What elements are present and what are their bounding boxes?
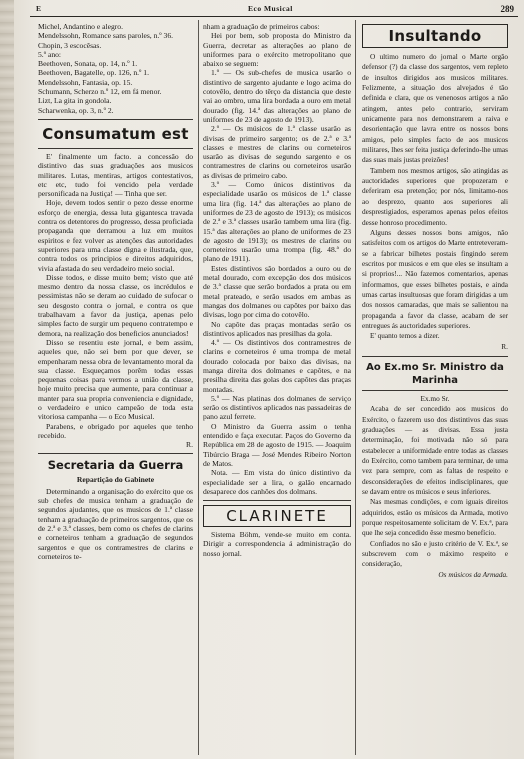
- article-paragraph: Disso se resentiu este jornal, e bem assim, aqueles que, não sei bem por que dever, se empenharam nessa obra de levantamento moral da sua classe. Esqueçamos porêm todas essas pequenas coisas para vermos a união da classe, hoje muito precisa que aumente, para continuar a manter para sua propria conveniencia e dignidade, o verdadeiro e unico campeão de toda esta vitoriosa campanha — o Eco Musical.: [38, 337, 193, 422]
- article-paragraph: Disse todos, e disse muito bem; visto que até mesmo dentro da nossa classe, os incrédulos e pessimistas não se deram ao cuidado de sufocar o seu desgosto contra o jornal, e contra os que trabalhavam a favor da justiça, apenas pelo simples facto de surgir um pequeno contratempo e demora, na realização dos beneficios anunciados!: [38, 272, 193, 338]
- article-paragraph: Hei por bem, sob proposta do Ministro da Guerra, decretar as alterações ao plano de uniformes para o exército metropolitano que abaixo se seguem:: [203, 31, 351, 69]
- divider: [38, 119, 193, 120]
- article-paragraph: Acaba de ser concedido aos musicos do Exército, o fazerem uso dos distintivos das suas graduações — as divisas. Essa justa determinação, foi motivada não só para estabelecer a uniformidade entre todas as classes do Exército, como tambem para terminar, de uma vez para sempre, com as faltas de respeito e desconsiderações de efeitos indisciplinares, que se davam entre os músicos e seus inferiores.: [362, 404, 508, 497]
- article-paragraph: 3.º — Como únicos distintivos da especialidade usarão os músicos de 1.ª classe uma lira (fig. 14.ª das alterações ao plano de uniformes de 23 de agosto de 1913); os músicos de 2.ª e 3.ª classes usarão tambem uma lira (fig. 15.ª das alterações ao plano de uniformes de 23 de agosto de 1913); os mestres de clarins ou corneteiros usarão uma trompa (fig. 48.ª do plano de 1911).: [203, 180, 351, 264]
- list-item: Beethoven, Sonata, op. 14, n.º 1.: [38, 59, 138, 69]
- list-item: Schumann, Scherzo n.º 12, em fá menor.: [38, 87, 162, 97]
- article-paragraph: 1.º — Os sub-chefes de musica usarão o distintivo de sargento ajudante e logo acima do cotovêlo, dentro do têrço da distancia que deste vai ao ombro, uma lira bordada a ouro em metal dourado (fig. 14.ª das alterações ao plano de uniformes de 23 de agosto de 1913).: [203, 68, 351, 124]
- advert-text: Sistema Böhm, vende-se muito em conta. Dirigir a correspondencia á administração do nosso jornal.: [203, 530, 351, 558]
- article-note: Nota. — Em vista do único distintivo da especialidade ser a lira, o galão encarnado desaparece dos canhões dos dolmans.: [203, 468, 351, 496]
- column-2: [203, 22, 351, 558]
- column-1: [38, 22, 193, 561]
- column-3: [362, 22, 508, 580]
- column-divider: [355, 20, 356, 755]
- list-item: 5.º ano:: [38, 49, 62, 59]
- divider: [38, 453, 193, 454]
- divider: [38, 148, 193, 149]
- article-paragraph: Confiados no são e justo critério de V. Ex.ª, se subscrevem com o máximo respeito e consideração,: [362, 538, 508, 569]
- article-paragraph: 5.º — Nas platinas dos dolmanes de serviço serão os distintivos aplicados nas passadeiras de pano azul ferrete.: [203, 393, 351, 422]
- list-item: Scharwenka, op. 3, n.º 2.: [38, 105, 114, 115]
- column-divider: [198, 20, 199, 755]
- article-paragraph: Estes distintivos são bordados a ouro ou de metal dourado, com excepção dos dos músicos de 3.ª classe que serão bordados a prata ou em metal prateado, e serão usados em ambas as mangas dos dolmanes ou capôtes por baixo das divisas, logo por cima do cotovêlo.: [203, 263, 351, 320]
- header-left: E: [36, 4, 42, 13]
- article-title-consumatum: Consumatum est: [42, 124, 189, 143]
- article-title-insultando: Insultando: [362, 24, 508, 48]
- signature: R.: [501, 341, 508, 351]
- article-paragraph: E' finalmente um facto. a concessão do distintivo das suas graduações aos musicos militares. Lutas, mentiras, artigos contestativos, etc etc, tudo foi vencido pela verdade personificada na Justiça! — Tinha que ser.: [38, 151, 193, 199]
- section-subtitle: Repartição do Gabinete: [76, 475, 155, 485]
- article-paragraph: Hoje, devem todos sentir o pezo desse enorme esforço de energia, dessa luta gigantesca travada contra os detentores do progresso, dessa proficiada propaganda que derramou a luz em muitos espiritos e fez volver as atenções das autoridades superiores para uma classe digna e ilustrada, que, contra todos os principios e direitos adquiridos, vivia afastada do seu verdadeiro meio social.: [38, 198, 193, 273]
- salutation: Ex.mo Sr.: [420, 393, 450, 403]
- closing-signature: Os músicos da Armada.: [438, 569, 508, 579]
- list-item: Beethoven, Bagatelle, op. 126, n.º 1.: [38, 68, 149, 78]
- article-paragraph: Alguns desses nossos bons amigos, não satisfeitos com os artigos do Marte entreteveram-se a fabricar bilhetes postais fingindo serem escritos por musicos e em que eles se insultam a si proprios!... Não fazemos comentarios, apenas informamos, que esses bilhetes postais, e ainda umas cartas insultuosas que foram dirigidas a um dos nossos camaradas, que mais se salientou na propaganda a favor da classe, acabam de ser entregues ás auctoridades superiores.: [362, 227, 508, 330]
- section-title-secretaria: Secretaria da Guerra: [47, 458, 184, 473]
- list-item: Michel, Andantino e alegro.: [38, 22, 123, 31]
- masthead-title: Eco Musical: [248, 4, 293, 13]
- list-item: Chopin, 3 escocêsas.: [38, 40, 102, 50]
- list-item: Lizt, La gita in gondola.: [38, 96, 112, 106]
- article-paragraph: 4.º — Os distintivos dos contramestres de clarins e corneteiros é uma trompa de metal dourado colocada por baixo das divisas, na manga direita dos dolmanes e capôtes, e na presilha direita das golas dos capôtes das praças montadas.: [203, 338, 351, 394]
- article-paragraph: O ultimo numero do jornal o Marte orgão defensor (?) da classe dos sargentos, vem repleto de insultos dirigidos aos musicos militares. Felizmente, a situação dos alvejados é tão definida e clara, que os venenosos artigos a não atingem, antes pelo contrario, serviram unicamente para nos demonstrarem a raiva e desorientação que lavra entre os nossos bons amigos, pelo simples facto de aos musicos militares, lhes ser feita justiça deferindo-lhe umas das suas mais justas preizões!: [362, 52, 508, 165]
- divider: [362, 390, 508, 391]
- article-paragraph: O Ministro da Guerra assim o tenha entendido e faça executar. Paços do Governo da República em 28 de agosto de 1915. — Joaquim Tibúrcio Braga — José Mendes Ribeiro Norton de Matos.: [203, 421, 351, 468]
- page-header: [28, 2, 518, 16]
- article-paragraph: Nas mesmas condições, e com iguais direitos adquiridos, estão os músicos da Armada, motivo porque respeitosamente solicitam de V. Ex.ª, para que lhe seja concedido êsse mesmo benefício.: [362, 497, 508, 538]
- article-paragraph: E' quanto temos a dizer.: [370, 331, 440, 341]
- divider: [362, 356, 508, 357]
- article-paragraph: Determinando a organisação do exército que os sub chefes de musica tenham a graduação de segundos ajudantes, que os musicos de 1.ª classe tenham a graduação de primeiros sargentos, que os de 2.ª e 3.ª classes, bem como os chefes de clarins e corneteiros tenham a graduação de segundos sargentos e que os contramestres de clarins e corneteiros te-: [38, 486, 193, 561]
- article-paragraph: 2.º — Os músicos de 1.ª classe usarão as divisas de primeiro sargento; os de 2.ª e 3.ª classes e mestres de clarins ou corneteiros usarão as divisas de segundo sargento e os contramestres de clarins ou corneteiros usarão as divisas de primeiro cabo.: [203, 124, 351, 180]
- page-number: 289: [500, 4, 514, 14]
- torn-page-edge: [0, 0, 14, 759]
- list-item: Mendelssohn, Fantasia, op. 15.: [38, 77, 133, 87]
- list-item: Mendelssohn, Romance sans paroles, n.º 36.: [38, 31, 174, 41]
- article-paragraph: nham a graduação de primeiros cabos:: [203, 22, 320, 31]
- header-rule: [30, 16, 518, 17]
- signature: R.: [186, 440, 193, 450]
- article-paragraph: Parabens, e obrigado por aqueles que tenho recebido.: [38, 421, 193, 440]
- section-title-ministro: Ao Ex.mo Sr. Ministro da Marinha: [366, 361, 504, 386]
- article-paragraph: Tambem nos mesmos artigos, são atingidas as auctoridades superiores que propozeram e deferiram esa pretenção; por nós, limitamo-nos ao desprezo, quanto aos superiores ali desprestigiados, esperamos apenas pelos efeitos desse honroso procedimento.: [362, 165, 508, 227]
- article-paragraph: No capôte das praças montadas serão os distintivos aplicados nas presilhas da gola.: [203, 319, 351, 338]
- advert-title-clarinete: CLARINETE: [203, 505, 351, 527]
- divider: [203, 500, 351, 501]
